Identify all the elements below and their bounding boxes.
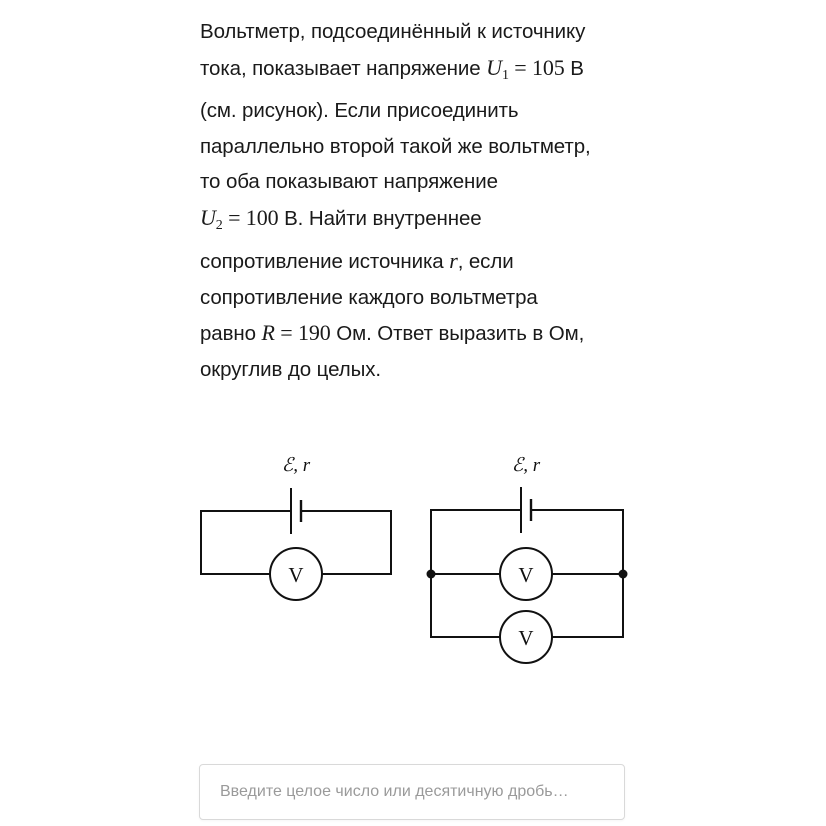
subscript: 1 bbox=[501, 67, 509, 83]
formula-value: = 105 bbox=[508, 54, 565, 80]
problem-line-3: (см. рисунок). Если присоединить bbox=[200, 99, 519, 122]
formula-value: = 190 bbox=[274, 320, 331, 345]
voltmeter-label: V bbox=[518, 563, 534, 587]
problem-text: , если bbox=[457, 250, 514, 273]
source-label: ℰ, r bbox=[511, 455, 541, 476]
junction-dot bbox=[427, 570, 436, 579]
junction-dot bbox=[619, 570, 628, 579]
source-label: ℰ, r bbox=[281, 455, 311, 476]
problem-line-10: округлив до целых. bbox=[200, 357, 381, 381]
problem-line-5: то оба показывают напряжение bbox=[200, 170, 498, 193]
problem-text: В. Найти внутреннее bbox=[278, 206, 482, 230]
problem-text: тока, показывает напряжение bbox=[200, 56, 487, 80]
voltmeter-label: V bbox=[518, 626, 534, 650]
problem-text: сопротивление источника bbox=[200, 250, 450, 273]
subscript: 2 bbox=[215, 217, 223, 233]
problem-line-1: Вольтметр, подсоединённый к источнику bbox=[200, 20, 586, 43]
unit-volt: В bbox=[564, 56, 584, 80]
problem-text: равно bbox=[200, 322, 262, 345]
symbol-r: r bbox=[449, 248, 458, 273]
wire bbox=[301, 511, 391, 574]
formula-value: = 100 bbox=[222, 204, 279, 230]
problem-line-4: параллельно второй такой же вольтметр, bbox=[200, 134, 591, 158]
wire bbox=[201, 511, 291, 574]
problem-line-8: сопротивление каждого вольтметра bbox=[200, 285, 538, 309]
symbol-u: U bbox=[200, 204, 216, 230]
symbol-R: R bbox=[261, 320, 275, 345]
answer-input[interactable] bbox=[199, 764, 625, 820]
voltmeter-label: V bbox=[288, 563, 304, 587]
problem-text: Ом. Ответ выразить в Ом, bbox=[330, 322, 585, 345]
symbol-u: U bbox=[486, 54, 502, 80]
